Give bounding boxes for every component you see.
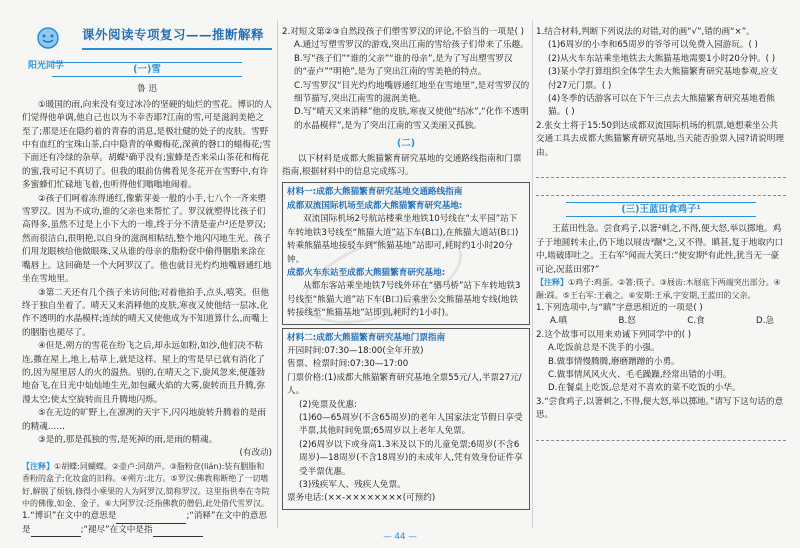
option-c[interactable]: C.写雪罗汉“目光灼灼地嘴唇通红地坐在雪地里”,是对雪罗汉的细节描写,突出江南雪的滋润美艳。 (294, 80, 530, 105)
paragraph-5: ⑤在无边的旷野上,在凛冽的天宇下,闪闪地旋转升腾着的是雨的精魂…… (22, 408, 267, 432)
option-d[interactable]: D.急 (756, 316, 774, 327)
question-r2: 2.这个故事可以用来劝诫下列同学中的( ) (536, 329, 692, 340)
ticket-line: (1)60—65周岁(不含65周岁)的老年人国家法定节假日享受半票,其他时间免票;65周岁以上老年人免票。 (299, 412, 523, 437)
ticket-line: (2)6周岁以下或身高1.3米及以下的儿童免票;6周岁(不含6周岁)—18周岁(不含18周岁)的未成年人,凭有效身份证件享受半票优惠。 (299, 439, 523, 477)
section-2-intro: 以下材料是成都大熊猫繁育研究基地的交通路线指南和门票指南,根据材料中的信息完成练习。 (282, 153, 522, 178)
judge-item-1[interactable]: (1)6周岁的小李和65周岁的爷爷可以免费入园游玩。( ) (548, 40, 758, 51)
paragraph-3: ③第二天还有几个孩子来访问他;对着他拍手,点头,嘻笑。但他终于独自坐着了。晴天又来消释他的皮肤,寒夜又使他结一层冰,化作不透明的水晶模样;连续的晴天又使他成为不知道算什么,而嘴上的胭脂也褪尽了。 (22, 287, 269, 338)
judge-item-3[interactable]: (3)某小学打算组织全体学生去大熊猫繁育研究基地参观,应支付27元门票。( ) (548, 67, 778, 91)
annotation (536, 277, 786, 302)
left-column (22, 56, 272, 537)
option-b[interactable]: B.怒 (618, 316, 636, 327)
paragraph-2: ②孩子们呵着冻得通红,像紫芽姜一般的小手,七八个一齐来塑雪罗汉。因为不成功,谁的父亲也来帮忙了。罗汉就塑得比孩子们高得多,虽然不过是上小下大的一堆,终于分不清是壶卢²还是罗汉;然而很洁白,很明艳,以自身的滋润相粘结,整个地闪闪地生光。孩子们用龙眼核给他做眼珠,又从谁的母亲的脂粉奁中偷得胭脂来涂在嘴唇上。这回确是一个大阿罗汉了。他也就目光灼灼地嘴唇通红地坐在雪地里。 (22, 193, 272, 285)
material-1-route-2: 从都东客站乘坐地铁7号线外环在“驷马桥”站下车转地铁3号线至“熊猫大道”站下车(B口)后乘坐公交熊猫基地专线(地铁转接线至“熊猫基地”站即到,耗时约1小时)。 (287, 281, 521, 319)
paragraph-6: ③是的,那是孤独的雪,是死掉的雨,是雨的精魂。 (38, 434, 218, 445)
annotation-label: 【注释】 (536, 278, 568, 288)
option-b[interactable]: B.写“孩子们”“谁的父亲”“谁的母亲”,是为了写出塑雪罗汉的“壶卢”“明艳”,是为了突出江南的雪美艳的特点。 (294, 53, 513, 78)
answer-line[interactable] (536, 182, 786, 196)
author: 鲁 迅 (137, 84, 157, 95)
option-d[interactable]: D.写“晴天又来消释”他的皮肤,寒夜又使他“结冰”,“化作不透明的水晶模样”,是为了突出江南的雪又美丽又孤独。 (294, 107, 529, 131)
material-2-box (282, 328, 530, 510)
section-title-1: (一)雪 (52, 62, 242, 77)
annotation-text: ①鸡子:鸡蛋。②箸:筷子。③屐齿:木屐底下两端突出部分。④蹍:踩。⑤王右军:王羲之。⑥安期:王承,字安期,王蓝田的父亲。 (536, 278, 781, 300)
story-text: 王蓝田性急。尝食鸡子,以箸²刺之,不得,便大怒,举以掷地。鸡子于地圆转未止,仍下地以屐齿³蹍⁴之,又不得。瞋甚,复于地取内口中,啮破即吐之。王右军⁵闻而大笑曰:“使安期⁶有此性,犹当无一豪可论,况蓝田邪?” (536, 224, 784, 275)
material-1-subtitle-2: 成都火车东站至成都大熊猫繁育研究基地: (287, 267, 446, 278)
column-divider (532, 20, 533, 528)
options-row (536, 315, 786, 328)
ticket-line: 票务电话:(××-××××××××(可预约) (287, 493, 436, 504)
option-c[interactable]: C.食 (687, 316, 705, 327)
answer-line[interactable] (536, 164, 786, 178)
option-a[interactable]: A.嗔 (550, 316, 568, 327)
material-1-subtitle-1: 成都双流国际机场至成都大熊猫繁育研究基地: (287, 200, 463, 211)
judge-item-4[interactable]: (4)冬季的话游客可以在下午三点去大熊猫繁育研究基地看熊猫。( ) (548, 94, 776, 118)
paragraph-1: ①暖国的雨,向来没有变过冰冷的坚硬的灿烂的雪花。博识的人们觉得他单调,他自己也以为不幸否耶?江南的雪,可是滋润美艳之至了;那是还在隐约着的青春的消息,是极壮健的处子的皮肤。雪野中有血红的宝珠山茶,白中隐青的单瓣梅花,深黄的磬口的蜡梅花;雪下面还有冷绿的杂草。胡蝶¹确乎没有;蜜蜂是否来采山茶花和梅花的蜜,我可记不真切了。但我的眼前仿佛看见冬花开在雪野中,有许多蜜蜂们忙碌地飞着,也听得他们嗡嗡地闹着。 (22, 99, 272, 191)
section-title-3: (三)王蓝田食鸡子¹ (566, 202, 756, 217)
material-1-route-1: 双流国际机场2号航站楼乘坐地铁10号线在“太平园”站下车转地铁3号线至“熊猫大道”站下车(B口),在熊猫大道站(B口)转乘熊猫基地接驳车到“熊猫基地”站即可,耗时约1小时20分钟。 (287, 214, 519, 265)
unit-title (82, 24, 272, 50)
ticket-line: (2)免票及优惠: (299, 399, 358, 410)
logo-text: 阳光同学 (28, 61, 65, 71)
ticket-line: (3)残疾军人、残疾人免票。 (299, 480, 406, 490)
judge-question: 1.结合材料,判断下列说法的对错,对的画“√”,错的画“×”。 (536, 27, 755, 37)
material-2-title: 材料二:成都大熊猫繁育研究基地门票指南 (287, 332, 446, 343)
option-a[interactable]: A.通过写塑雪罗汉的游戏,突出江南的雪给孩子们带来了乐趣。 (294, 40, 529, 51)
question-1-text-d: ;“褪尽”在文中是指 (80, 524, 153, 535)
material-1-box (282, 182, 530, 324)
question-r1: 1.下列选项中,与“瞋”字意思相近的一项是( ) (536, 302, 703, 313)
unit-title-text: 课外阅读专项复习——推断解释 (82, 27, 265, 42)
ticket-line: 开园时间:07:30—18:00(全年开放) (287, 345, 424, 356)
answer-blank[interactable] (116, 514, 186, 524)
question-1-text-b: ;“消释”在文中的意思是 (22, 511, 268, 535)
option-d[interactable]: D.在餐桌上吃饭,总是对不喜欢的菜不吃饭的小华。 (548, 383, 741, 394)
middle-column (282, 26, 530, 513)
paragraph-4: ④但是,朔方的雪花在纷飞之后,却永远如粉,如沙,他们决不粘连,撒在屋上,地上,枯草上,就是这样。屋上的雪是早已就有消化了的,因为屋里居人的火的温热。别的,在晴天之下,旋风忽来,便蓬勃地奋飞,在日光中灿灿地生光,如包藏火焰的大雾,旋转而且升腾,弥漫太空;使太空旋转而且升腾地闪烁。 (22, 341, 265, 405)
annotation-text: ①胡蝶:同蝴蝶。②壶卢:同葫芦。③脂粉奁(lián):装有胭脂和香粉的盒子;化妆盒的旧称。④朔方:北方。⑤罗汉:佛教称断绝了一切嗜好,解脱了烦恼,修得小乘果的人为阿罗汉,简称罗汉。这里指供奉在寺院中的佛像,如金、金子。⑥大阿罗汉:泛指佛教的僧侣,此处借代雪罗汉。 (22, 461, 270, 508)
ticket-line: 门票价格:(1)成都大熊猫繁育研究基地全票55元/人,半票27元/人。 (287, 372, 522, 397)
option-c[interactable]: C.做事情风风火火、毛毛躁躁,经常出错的小明。 (548, 369, 732, 380)
answer-line[interactable] (536, 427, 786, 441)
source-note: (有改动) (239, 448, 272, 459)
annotation (22, 461, 272, 511)
material-1-title: 材料一:成都大熊猫繁育研究基地交通路线指南 (287, 187, 463, 198)
page-number-value: 44 (394, 532, 406, 542)
option-a[interactable]: A.吃饭前总是不洗手的小强。 (548, 343, 660, 354)
page-number: — 44 — (383, 532, 417, 542)
judge-item-2[interactable]: (2)从火车东站乘坐地铁去大熊猫基地需要1小时20分钟。( ) (548, 53, 776, 64)
sun-logo-icon (26, 24, 70, 71)
question-train: 2.张女士将于15:50到达成都双流国际机场的机票,她想乘坐公共交通工具去成都大熊猫繁育研究基地,当天能否验票入园?请说明理由。 (536, 120, 784, 158)
question-r3: 3.“尝食鸡子,以箸刺之,不得,便大怒,举以掷地。”请写下这句话的意思。 (536, 396, 784, 421)
ticket-line: 售票、检票时间:07:30—17:00 (287, 359, 409, 370)
question-1-text-a: 1.“博识”在文中的意思是 (22, 511, 117, 522)
right-column (536, 26, 786, 445)
section-title-2: (二) (396, 138, 416, 150)
column-divider (277, 20, 278, 528)
option-b[interactable]: B.做事情慢腾腾,磨磨蹭蹭的小勇。 (548, 356, 680, 367)
annotation-label: 【注释】 (22, 461, 54, 471)
question-2: 2.对短文第②③自然段孩子们塑雪罗汉的评论,不恰当的一项是( ) (282, 27, 525, 37)
